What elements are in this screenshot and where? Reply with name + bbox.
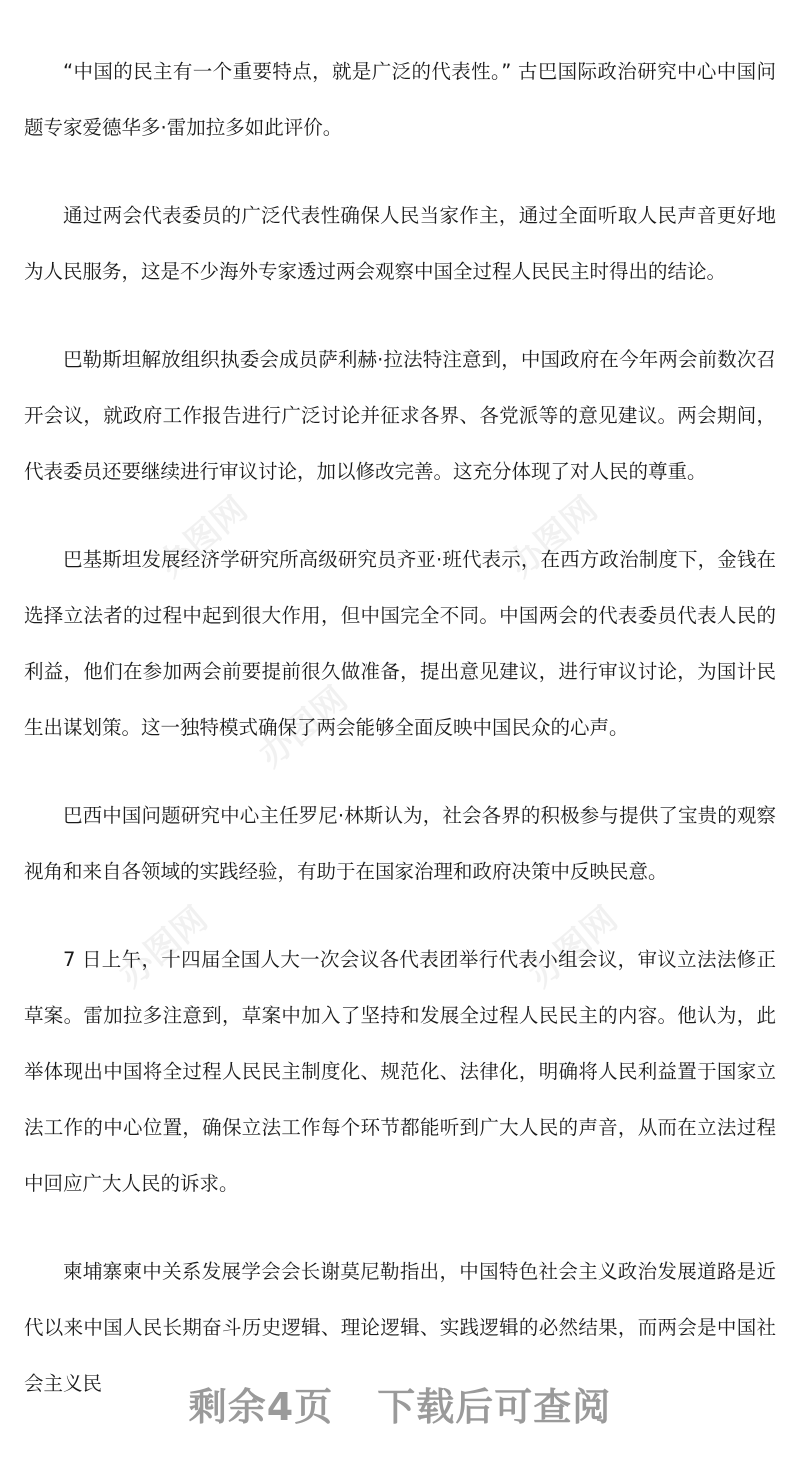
- paragraph: 通过两会代表委员的广泛代表性确保人民当家作主，通过全面听取人民声音更好地为人民服务，这是不少海外专家透过两会观察中国全过程人民民主时得出的结论。: [24, 204, 776, 283]
- watermark-text: 办图网: [501, 489, 606, 586]
- download-banner[interactable]: [0, 1376, 800, 1431]
- paragraph: 巴西中国问题研究中心主任罗尼·林斯认为，社会各界的积极参与提供了宝贵的观察视角和来自各领域的实践经验，有助于在国家治理和政府决策中反映民意。: [24, 804, 776, 883]
- paragraph: 7 日上午，十四届全国人大一次会议各代表团举行代表小组会议，审议立法法修正草案。雷加拉多注意到，草案中加入了坚持和发展全过程人民民主的内容。他认为，此举体现出中国将全过程人民民主制度化、规范化、法律化，明确将人民利益置于国家立法工作的中心位置，确保立法工作每个环节都能听到广大人民的声音，从而在立法过程中回应广大人民的诉求。: [24, 948, 776, 1195]
- watermark-text: 办图网: [521, 899, 626, 996]
- document-body: [24, 44, 776, 1444]
- remaining-pages-label: 剩余4页: [188, 1385, 334, 1429]
- paragraph: 柬埔寨柬中关系发展学会会长谢莫尼勒指出，中国特色社会主义政治发展道路是近代以来中国人民长期奋斗历史逻辑、理论逻辑、实践逻辑的必然结果，而两会是中国社会主义民: [24, 1260, 776, 1395]
- paragraph: 巴勒斯坦解放组织执委会成员萨利赫·拉法特注意到，中国政府在今年两会前数次召开会议，就政府工作报告进行广泛讨论并征求各界、各党派等的意见建议。两会期间，代表委员还要继续进行审议讨论，加以修改完善。这充分体现了对人民的尊重。: [24, 348, 776, 483]
- paragraph: “中国的民主有一个重要特点，就是广泛的代表性。” 古巴国际政治研究中心中国问题专家爱德华多·雷加拉多如此评价。: [24, 60, 776, 139]
- watermark-text: 办图网: [251, 679, 356, 776]
- paragraph: 巴基斯坦发展经济学研究所高级研究员齐亚·班代表示，在西方政治制度下，金钱在选择立法者的过程中起到很大作用，但中国完全不同。中国两会的代表委员代表人民的利益，他们在参加两会前要提前很久做准备，提出意见建议，进行审议讨论，为国计民生出谋划策。这一独特模式确保了两会能够全面反映中国民众的心声。: [24, 548, 776, 739]
- watermark-text: 办图网: [151, 489, 256, 586]
- watermark-text: 办图网: [111, 899, 216, 996]
- download-prompt-label: 下载后可查阅: [377, 1385, 612, 1429]
